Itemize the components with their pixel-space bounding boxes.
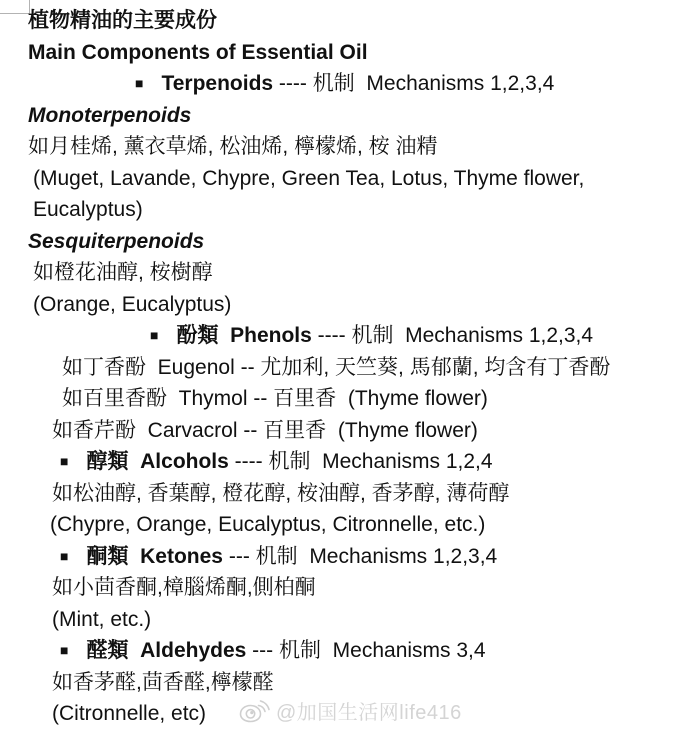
square-bullet: ■ [60, 642, 69, 658]
bullet-line [0, 541, 690, 573]
text-segment: ---- 机制 Mechanisms 1,2,4 [228, 450, 493, 473]
text-segment: 酮類 Ketones [86, 544, 223, 568]
text-segment: Sesquiterpenoids [28, 229, 205, 253]
text-segment: ---- 机制 Mechanisms 1,2,3,4 [273, 72, 555, 95]
text-line [0, 415, 690, 447]
text-line [0, 698, 690, 730]
text-segment: (Mint, etc.) [52, 607, 152, 631]
text-segment: 如香茅醛,茴香醛,檸檬醛 [52, 670, 274, 694]
text-line [0, 509, 690, 541]
text-segment: Eucalyptus) [33, 198, 143, 221]
text-line [0, 100, 690, 132]
text-segment: (Chypre, Orange, Eucalyptus, Citronnelle, etc.) [50, 513, 486, 536]
text-segment: Main Components of Essential Oil [28, 40, 368, 64]
text-line [0, 163, 690, 195]
square-bullet: ■ [60, 453, 69, 469]
text-segment: 植物精油的主要成份 [28, 9, 217, 32]
text-segment: --- 机制 Mechanisms 3,4 [246, 639, 486, 662]
text-segment: --- 机制 Mechanisms 1,2,3,4 [223, 544, 498, 568]
text-line [0, 667, 690, 699]
text-segment: (Orange, Eucalyptus) [33, 292, 232, 316]
text-line [0, 604, 690, 636]
text-segment: Terpenoids [161, 72, 274, 95]
text-line [0, 131, 690, 163]
text-segment: (Citronnelle, etc) [52, 702, 207, 725]
text-line [0, 383, 690, 415]
text-segment: 如香芹酚 Carvacrol -- 百里香 (Thyme flower) [52, 418, 478, 442]
text-segment: 醇類 Alcohols [86, 450, 229, 473]
text-segment: ---- 机制 Mechanisms 1,2,3,4 [311, 324, 594, 347]
text-line [0, 478, 690, 510]
text-segment: 如橙花油醇, 桉樹醇 [33, 261, 213, 284]
text-segment: 如百里香酚 Thymol -- 百里香 (Thyme flower) [62, 387, 488, 410]
text-segment: 如丁香酚 Eugenol -- 尤加利, 天竺葵, 馬郁蘭, 均含有丁香酚 [62, 355, 611, 379]
text-segment: 如月桂烯, 薰衣草烯, 松油烯, 檸檬烯, 桉 油精 [28, 135, 438, 158]
square-bullet: ■ [135, 75, 144, 91]
bullet-line [0, 635, 690, 667]
square-bullet: ■ [60, 547, 69, 564]
bullet-line [0, 320, 690, 352]
watermark-handle: @加国生活网life416 [276, 702, 462, 724]
bullet-line [0, 446, 690, 478]
text-segment: 如松油醇, 香葉醇, 橙花醇, 桉油醇, 香茅醇, 薄荷醇 [52, 481, 510, 505]
text-segment: 酚類 Phenols [176, 324, 312, 347]
text-segment: 如小茴香酮,樟腦烯酮,側柏酮 [52, 576, 316, 599]
text-line [0, 352, 690, 384]
text-line [0, 226, 690, 258]
text-line [0, 5, 690, 37]
text-segment: (Muget, Lavande, Chypre, Green Tea, Lotus, Thyme flower, [33, 166, 585, 190]
text-line [0, 289, 690, 321]
bullet-line [0, 68, 690, 100]
text-segment: 醛類 Aldehydes [86, 639, 247, 662]
text-line [0, 37, 690, 69]
text-line [0, 572, 690, 604]
text-segment: Monoterpenoids [28, 103, 192, 127]
text-line [0, 257, 690, 289]
text-line [0, 194, 690, 226]
square-bullet: ■ [150, 327, 159, 343]
